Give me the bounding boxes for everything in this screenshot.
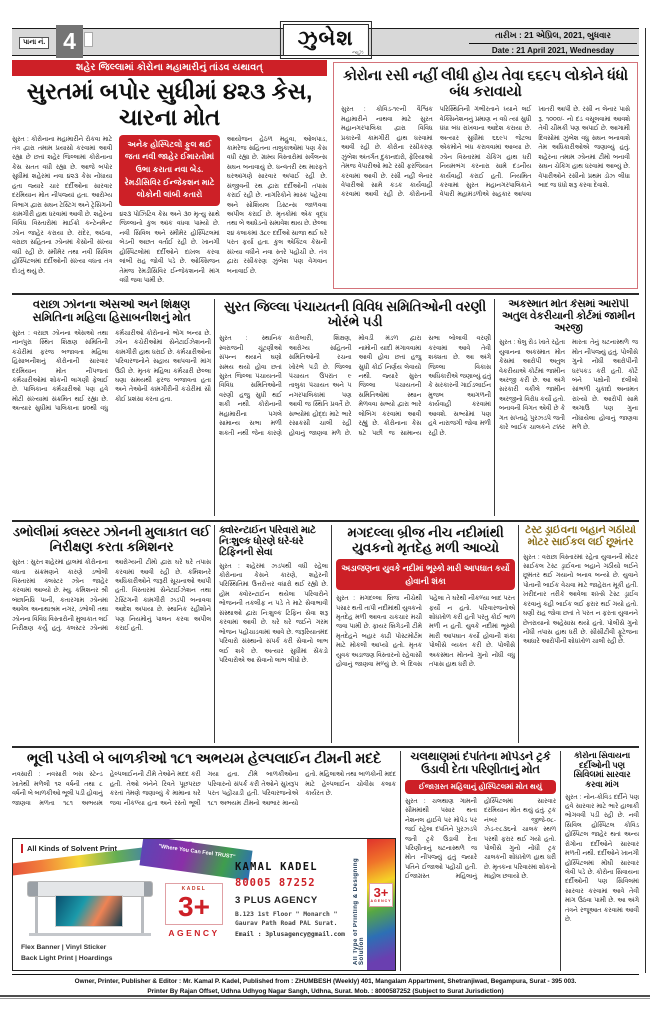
dabholi-headline: ડભોલીમાં ક્લસ્ટર ઝોનની મુલાકાત લઈ નિરીક્ષણ કરતા કમિશનર <box>12 525 211 554</box>
printer-leg-icon <box>35 897 38 935</box>
masthead-subtitle: ન્યૂઝ <box>352 50 364 56</box>
lead-kicker-banner: શહેર જિલ્લામાં કોરોના મહામારીનું તાંડવ યથાવત્ <box>12 60 327 76</box>
ad-phone-number: 80005 87252 <box>235 877 316 889</box>
panchayat-headline: સુરત જિલ્લા પંચાયતની વિવિધ સમિતિઓની વરણી ખોરંભે પડી <box>223 299 487 330</box>
ad-services <box>21 943 112 965</box>
printer-image <box>27 881 153 937</box>
ad-contact-block <box>235 861 359 938</box>
lead-body-column-3: આયોજન હેઠળ મહુવા, ઓલપાડ, કામરેજ સહિતના તાલુકાઓમાં પણ કેસ વધી રહ્યા છે. ગ્રામ્ય વિસ્તારોમાં સર્વેલન્સ સઘન બનાવાયું છે. ધન્વંતરી રથ મારફતે ઘરઆંગણે સારવાર અપાઈ રહી છે. સંજીવની રથ દ્વારા દર્દીઓની તપાસ કરાઈ રહી છે. નાગરિકોને માસ્ક પહેરવા અને સોશિયલ ડિસ્ટન્સ જાળવવા અપીલ કરાઈ છે. મૃતકોમાં એક વૃદ્ધ તથા બે આધેડનો સમાવેશ થાય છે. છેલ્લા ૨૪ કલાકમાં ૩૮૯ દર્દીઓ સાજા થઈ ઘરે પરત ફર્યા હતા. કુલ એક્ટિવ કેસની સંખ્યા વધીને નવા સ્તરે પહોંચી છે. તંત્ર દ્વારા રસીકરણ ઝુંબેશ પણ વેગવાન બનાવાઈ છે. <box>226 135 327 275</box>
lead-body <box>12 135 327 291</box>
page-number-label: પાના નં. <box>19 37 49 49</box>
column-rule <box>560 751 561 971</box>
tiffin-body: સુરત : શહેરમાં ઝડપથી વધી રહેલા કોરોનાના કેસને કારણે, શહેરની પરિસ્થિતિમાં ઉત્તરોત્તર વધારો થઈ રહ્યો છે. હોમ ક્વોરન્ટાઈન થયેલા પરિવારોને ભોજનની તકલીફ ન પડે તે માટે સેવાભાવી સંસ્થાઓ દ્વારા નિઃશુલ્ક ટિફિન સેવા શરૂ કરવામાં આવી છે. ઘરે ઘરે જઈને ગરમ ભોજન પહોંચાડવામાં આવે છે. જરૂરિયાતમંદ પરિવારો સંસ્થાનો સંપર્ક કરી સેવાનો લાભ લઈ શકે છે. અત્યાર સુધીમાં સેંકડો પરિવારોએ આ સેવાનો લાભ લીધો છે. <box>219 562 328 664</box>
bail-body: સુરત : ઘેલુ રોડ ખાતે રહેતા યુવાનના અકસ્માત મોત કેસમાં આરોપી અતુલ વેકરીયાએ કોર્ટમાં જામીન અરજી કરી છે. આ અંગે સરકારી વકીલે જામીન અરજીનો વિરોધ કર્યો હતો. બનાવની વિગત એવી છે કે ગત સપ્તાહે પુરઝડપે જતી કારે બાઈક ચાલકને ટક્કર મારતા તેનું ઘટનાસ્થળે જ મોત નીપજ્યું હતું. પોલીસે ગુનો નોંધી આરોપીની ધરપકડ કરી હતી. કોર્ટે બંને પક્ષોની દલીલો સાંભળી ચુકાદો અનામત રાખ્યો છે. આરોપી સામે અગાઉ પણ ગુના નોંધાયેલા હોવાનું જાણવા મળે છે. <box>499 339 638 432</box>
article-panchayat-committees <box>219 299 491 516</box>
article-civil-hospital-demand <box>565 751 639 971</box>
article-tiffin-service <box>219 525 328 743</box>
article-varachha-death <box>12 299 211 516</box>
printer-poster-icon <box>55 895 123 927</box>
bike-body: સુરત : વરાછા વિસ્તારમાં રહેતા યુવાનની મોટર સાઈકલ ટેસ્ટ ડ્રાઈવના બહાને ગઠીયો લઈને છૂમંતર થઈ ગયાનો બનાવ બન્યો છે. યુવાને પોતાની બાઈક વેચવા માટે જાહેરાત મૂકી હતી. ખરીદનાર તરીકે આવેલા શખ્સે ટેસ્ટ ડ્રાઈવ કરવાનું કહી બાઈક લઈ ફરાર થઈ ગયો હતો. ઘણી રાહ જોવા છતાં તે પરત ન ફરતા યુવાનને છેતરાયાનો અહેસાસ થયો હતો. પોલીસે ગુનો નોંધી તપાસ હાથ ધરી છે. સીસીટીવી ફૂટેજના આધારે આરોપીની શોધખોળ ચાલી રહી છે. <box>523 553 638 646</box>
column-rule <box>214 299 215 516</box>
column-rule <box>518 525 519 743</box>
lead-body-column-1: સુરત : કોરોનાના મહામારીને રોકવા માટે તંત્ર દ્વારા તમામ પ્રયાસો કરવામાં આવી રહ્યા છે છતાં શહેર જિલ્લામાં કોરોનાના કેસ સતત વધી રહ્યા છે. આજે બપોર સુધીમાં શહેરમાં નવા ૪૨૩ કેસ નોંધાયા હતા જ્યારે ચાર દર્દીઓના સારવાર દરમિયાન મોત નીપજ્યાં હતા. આરોગ્ય વિભાગ દ્વારા સઘન ટેસ્ટિંગ અને ટ્રેસિંગની કામગીરી હાથ ધરવામાં આવી છે. શહેરના વિવિધ વિસ્તારોમાં માઈક્રો કન્ટેનમેન્ટ ઝોન જાહેર કરાયા છે. રાંદેર, અઠવા, વરાછા સહિતના ઝોનમાં કેસોની સંખ્યા વધી રહી છે. સ્મીમેર તથા નવી સિવિલ હોસ્પિટલમાં દર્દીઓની સંખ્યા વધતા તંત્ર દોડતું થયું છે. <box>12 135 113 275</box>
ad-email: Email : 3plusagency@gmail.com <box>235 930 345 938</box>
ad-services-line-1: Flex Banner | Vinyl Sticker <box>21 944 107 951</box>
lead-body-column-2-text: ૪૨૩ પોઝિટિવ કેસ અને ૩૦ મૃત્યુ સાથે જિલ્લાનો કુલ આંક વધવા પામ્યો છે. નવી સિવિલ અને સ્મીમેર હોસ્પિટલમાં બેડની અછત વર્તાઈ રહી છે. ખાનગી હોસ્પિટલોમાં દર્દીઓને દાખલ કરવા લાંબી રાહ જોવી પડે છે. ઓક્સિજન તેમજ રેમડીસિવિર ઈન્જેકશનની માંગ વધી જવા પામી છે. <box>119 211 220 285</box>
article-lead <box>12 60 327 290</box>
printer-leg-icon <box>141 897 144 935</box>
vaccine-body: સુરત : કોવિડ-૧૯ની વૈશ્વિક મહામારીને નાથવા માટે સુરત મહાનગરપાલિકા દ્વારા વિવિધ પ્રકારની કામગીરી હાથ ધરવામાં આવી રહી છે. કોરોના રસીકરણ ઝુંબેશ અંતર્ગત દુકાનદારો, ફેરિયાઓ તેમજ વેપારીઓ માટે રસી ફરજિયાત કરવામાં આવી છે. રસી નહીં લેનાર વેપારીઓ સામે કડક કાર્યવાહી કરવામાં આવી રહી છે. કોરોનાની પરિસ્થિતિની ગંભીરતાને ધ્યાને લઈ વેક્સિનેશનનું પ્રમાણ ન વધે ત્યાં સુધી ધંધા બંધ રાખવાના આદેશ કરાયા છે. અત્યાર સુધીમાં ૬૬૯૫ જેટલા એકમોને બંધ કરાવવામાં આવ્યા છે. ઝોન વિસ્તારમાં ચેકિંગ હાથ ધરી નિયમભંગ કરનારા સામે દંડનીય કાર્યવાહી કરાઈ હતી. નિયમિત કરવામાં સુરત મહાનગરપાલિકાને વેપારી મહામંડળોએ સહકાર આપવા ખાતરી આપી છે. રસી ન લેનાર પાસે રૂ. ૧૦૦૦/- નો દંડ વસૂલવામાં આવશે તેવી ચીમકી પણ અપાઈ છે. આગામી દિવસોમાં ઝુંબેશ વધુ સઘન બનાવાશે તેમ અધિકારીઓએ જણાવ્યું હતું. શહેરના તમામ ઝોનમાં ટીમો બનાવી સઘન ચેકિંગ હાથ ધરવામાં આવ્યું છે. વેપારીઓને રસીનો પ્રથમ ડોઝ લીધા બાદ જ ધંધો શરૂ કરવા દેવાશે. <box>341 106 630 199</box>
page-number: 4 <box>56 25 83 58</box>
logo-kadel-label: KADEL <box>181 886 207 892</box>
column-rule <box>214 525 215 743</box>
imprint-line-2: Printer By Rajan Offset, Udhna Udhyog Nagar Sangh, Udhna, Surat. Mob. : 8000587252 (Subject to Surat Jurisdiction) <box>147 987 504 995</box>
vaccine-headline: કોરોના રસી નહીં લીધી હોય તેવા ૬૬૯૫ લોકોને ધંધો બંધ કરાવાયો <box>343 68 628 101</box>
ad-address <box>235 910 359 929</box>
magdalla-headline: મગદલ્લા બ્રીજ નીચ નદીમાંથી યુવકનો મૃતદેહ મળી આવ્યો <box>347 525 504 556</box>
section-divider-1 <box>12 293 639 295</box>
article-magdalla-body-found <box>336 525 515 743</box>
article-bike-theft <box>523 525 638 743</box>
tiffin-headline: ક્વોરન્ટાઈન પરિવારો માટે નિઃશુલ્ક ધોરણે ઘરે-ઘરે ટિફિનની સેવા <box>219 525 316 559</box>
varachha-body: સુરત : વરાછા ઝોનના એસઓ તથા નાનપુરા સ્થિત શિક્ષણ સમિતિની કચેરીમાં ફરજ બજાવતા મહિલા હિસાબનીશનું કોરોનાની સારવાર દરમિયાન મોત નીપજતાં કર્મચારીઓમાં શોકની લાગણી ફેલાઈ છે. પાલિકાના કર્મચારીઓ પણ હવે મોટી સંખ્યામાં સંક્રમિત થઈ રહ્યા છે. અત્યાર સુધીમાં પાલિકાના ૪૦થી વધુ કર્મચારીઓ કોરોનાનો ભોગ બન્યા છે. ઝોન કચેરીઓમાં સેનેટાઈઝેશનની કામગીરી હાથ ધરાઈ છે. કર્મચારીઓના પરિવારજનોને સહાય આપવાની માંગ ઉઠી છે. મૃતક મહિલા કર્મચારી છેલ્લા ઘણા સમયથી ફરજ બજાવતા હતા અને તેઓની કામગીરીની કચેરીમાં સૌ કોઈ પ્રશંસા કરતા હતા. <box>12 329 211 413</box>
ad-vertical-tagline: All Type of Printing & Designing Solution <box>353 857 365 965</box>
page-edge-rule <box>645 28 647 973</box>
section-divider-3 <box>12 746 639 748</box>
article-abhayam-helpline <box>12 751 396 833</box>
column-rule <box>400 751 401 971</box>
mini-logo-agency-label: AGENCY <box>370 899 392 903</box>
date-english: Date : 21 April 2021, Wednesday <box>491 46 615 55</box>
lead-highlight-box: અનેક હોસ્પિટલો ફુલ થઈ જતા નવી જાહેર ઈમારતોમાં ઉભા કરાતા નવા બેડ. રેમડીસિવિર ઈન્જેકશન માટે લોકોની લાંબી કતારો <box>119 135 219 207</box>
lead-body-column-2 <box>119 135 219 291</box>
masthead-title <box>282 24 368 56</box>
column-rule <box>494 299 495 516</box>
magdalla-subhead-box: અડાજણના યુવકે નદીમાં ભૂસ્કો મારી આપઘાત કર્યો હોવાની શંકા <box>336 559 515 590</box>
masthead-bar <box>12 28 639 56</box>
logo-3plus-mark: 3+ <box>178 891 210 922</box>
ad-address-line-2: Gaurav Path Road PAL Surat. <box>235 920 338 928</box>
article-commissioner-visit <box>12 525 211 743</box>
magdalla-body: સુરત : મગદલ્લા બ્રિજ નીચેથી પસાર થતી તાપી નદીમાંથી યુવકનો મૃતદેહ મળી આવતા ચકચાર મચી જવા પામી છે. ફાયર બ્રિગેડની ટીમે મૃતદેહને બહાર કાઢી પોસ્ટમોર્ટમ માટે મોકલી આપ્યો હતો. મૃતક યુવક અડાજણ વિસ્તારનો રહેવાસી હોવાનું જાણવા મળ્યું છે. બે દિવસ પહેલા તે ઘરેથી નીકળ્યા બાદ પરત ફર્યો ન હતો. પરિવારજનોએ શોધખોળ કરી હતી પરંતુ કોઈ ભાળ મળી ન હતી. યુવકે નદીમાં ભૂસ્કો મારી આપઘાત કર્યો હોવાની શંકા પોલીસે વ્યક્ત કરી છે. પોલીસે અકસ્માત મોતનો ગુનો નોંધી વધુ તપાસ હાથ ધરી છે. <box>336 595 515 669</box>
ad-contact-name: KAMAL KADEL <box>235 861 318 873</box>
ad-tagline: All Kinds of Solvent Print <box>21 844 117 853</box>
civil-headline: કોરોના સિવાયના દર્દીઓની પણ સિવિલમાં સારવાર કરવા માંગ <box>573 751 631 789</box>
masthead-text: ઝુબેશ <box>297 27 354 50</box>
mini-logo-3plus-mark: 3+ <box>373 885 389 900</box>
date-gujarati: તારીખ : 21 એપ્રિલ, 2021, બુધવાર <box>469 27 637 44</box>
ad-services-line-2: Back Light Print | Hoardings <box>21 954 113 962</box>
panchayat-body: સુરત : સ્થાનિક સ્વરાજની ચૂંટણીઓ સંપન્ન થયાને ઘણો સમય થયો હોવા છતાં સુરત જિલ્લા પંચાયતની વિવિધ સમિતિઓની વરણી હજુ સુધી થઈ શકી નથી. કોરોનાની મહામારીના પગલે સામાન્ય સભા મળી શકતી નથી જેના કારણે કારોબારી, શિક્ષણ, આરોગ્ય સહિતની સમિતિઓની રચના ખોરંભે પડી છે. જિલ્લા પંચાયત ઉપરાંત ૯ તાલુકા પંચાયત અને ૫ નગરપાલિકામાં પણ આવી જ સ્થિતિ પ્રવર્તે છે. સભ્યોમાં હોદ્દા માટે ભારે રસાકસી ચાલી રહી હોવાનું જાણવા મળે છે. મોવડી મંડળ દ્વારા નામોની યાદી મંગાવવામાં આવી હોવા છતાં હજુ સુધી કોઈ નિર્ણય લેવાયો નથી. જ્યારે સુરત જિલ્લા પંચાયતની સમિતિઓમાં સ્થાન મેળવવા સભ્યો દ્વારા ભારે લોબિંગ કરવામાં આવી રહ્યું છે. કોરોનાના કેસ ઘટે પછી જ સામાન્ય સભા બોલાવી વરણી કરવામાં આવે તેવી શક્યતા છે. આ અંગે જિલ્લા વિકાસ અધિકારીએ જણાવ્યું હતું કે સરકારની ગાઈડલાઈન મુજબ આગળની કાર્યવાહી કરવામાં આવશે. સભ્યોમાં પણ હવે નારાજગી જોવા મળી રહી છે. <box>219 335 491 437</box>
ad-agency-name: 3 PLUS AGENCY <box>235 895 318 906</box>
helpline-body: નવસારી : નવસારી બસ સ્ટેન્ડ ખાતેથી મળેલી ૧૨ વર્ષની તથા ૮ વર્ષની બે બાળકીઓ ભૂલી પડી હોવાનું જાણવા મળતા ૧૮૧ અભયમ હેલ્પલાઈનની ટીમે તેઓને મદદ કરી હતી. તેઓ બંનેને રિવતે પૂછપરછ કરતાં તેમણે જણાવ્યું કે મામાના ઘરે જવા નીકળ્યા હતા અને રસ્તો ભૂલી ગયા હતા. ટીમે બાળકીઓના પરિવારનો સંપર્ક કરી તેઓને સુખરૂપ પરત પહોંચાડી હતી. પરિવારજનોએ ૧૮૧ અભયમ ટીમનો આભાર માન્યો હતો. મહિલાઓ તથા બાળકોની મદદ માટે હેલ્પલાઈન ચોવીસ કલાક કાર્યરત છે. <box>12 771 396 807</box>
3plus-mini-logo <box>369 883 393 907</box>
bail-headline: અકસ્માત મોત કેસમાં આરોપી અતુલ વેકરીયાની કોર્ટમાં જામીન અરજી <box>501 299 636 334</box>
article-chalthan-accident <box>405 751 556 971</box>
date-block <box>469 27 637 55</box>
civil-body: સુરત : નોન-કોવિડ દર્દીને પણ હવે સારવાર માટે ભારે હાલાકી ભોગવવી પડી રહી છે. નવી સિવિલ હોસ્પિટલ કોવિડ હોસ્પિટલ જાહેર થતાં અન્ય રોગોના દર્દીઓને સારવાર મળતી નથી. દર્દીઓને ખાનગી હોસ્પિટલમાં મોંઘી સારવાર લેવી પડે છે. કોરોના સિવાયના દર્દીઓની પણ સિવિલમાં સારવાર કરવામાં આવે તેવી માંગ ઉઠવા પામી છે. આ અંગે તંત્રને રજૂઆત કરવામાં આવી છે. <box>565 793 639 924</box>
article-bail-application <box>499 299 638 516</box>
dabholi-body: સુરત : સુરત શહેરમાં હાલમાં કોરોનાના વધતા સંક્રમણને કારણે ડભોલી વિસ્તારમાં ક્લસ્ટર ઝોન જાહેર કરવામાં આવ્યો છે. મ્યુ. કમિશનર શ્રી બંછાનિધિ પાની, કતારગામ ઝોનમાં આવેલ અનાથાશ્રમ નગર, ડભોલી તથા ઝોનના વિવિધ વિસ્તારોની મુલાકાત લઈ નિરીક્ષણ કર્યું હતું. ક્લસ્ટર ઝોનમાં આરોગ્યની ટીમો દ્વારા ઘરે ઘરે તપાસ કરવામાં આવી રહી છે. કમિશનરે અધિકારીઓને જરૂરી સૂચનાઓ આપી હતી. વિસ્તારમાં સેનેટાઈઝેશન તથા ટેસ્ટિંગની કામગીરી ઝડપી બનાવવા આદેશ અપાયા છે. સ્થાનિક રહીશોને પણ નિયમોનું પાલન કરવા અપીલ કરાઈ હતી. <box>12 559 211 633</box>
helpline-headline: ભૂલી પડેલી બે બાળકીઓ ૧૮૧ અભયમ હેલ્પલાઈન ટીમની મદદે <box>26 751 382 767</box>
article-vaccine-closure <box>333 62 638 289</box>
chalthan-headline: ચલથાણમાં દંપતિના મોપેડને ટ્રકે ઉડાવી દેતા પરિણીતાનું મોત <box>410 751 551 776</box>
trust-ribbon: "Where You Can Feel TRUST" <box>139 838 252 881</box>
ad-address-line-1: B.123 1st Floor " Monarch " <box>235 911 338 918</box>
bottom-rule <box>0 995 650 999</box>
bike-headline: ટેસ્ટ ડ્રાઈવના બહાને ગઠીયો મોટર સાઈકલ લઈ છૂમંતર <box>525 525 636 548</box>
imprint-footer <box>12 974 639 996</box>
column-rule <box>331 525 332 743</box>
logo-agency-label: AGENCY <box>168 928 220 939</box>
advertisement-3plus-agency <box>12 838 396 971</box>
chalthan-body: સુરત : ચલથાણ ગામની સીમમાંથી પસાર થતા નેશનલ હાઈવે પર મોપેડ પર જઈ રહેલા દંપતિને પુરઝડપે જતી ટ્રકે ઉડાવી દેતા પરિણીતાનું ઘટનાસ્થળે જ મોત નીપજ્યું હતું જ્યારે પતિને ઈજાઓ પહોંચી હતી. ઈજાગ્રસ્ત મહિલાનું હોસ્પિટલમાં સારવાર દરમિયાન મોત થયું હતું. ટ્રક નંબર જીજે-૦૮-ઝેડ-૯૮૩૬નો ચાલક સ્થળ પરથી ફરાર થઈ ગયો હતો. પોલીસે ગુનો નોંધી ટ્રક ચાલકની શોધખોળ હાથ ધરી છે. મૃતકના પરિવારમાં શોકનો માહોલ છવાયો છે. <box>405 797 556 881</box>
imprint-line-1: Owner, Printer, Publisher & Editor : Mr. Kamal P. Kadel, Published from : ZHUMBESH (Weekly) 401, Mangalam Appartment, Shetranjiwad, Begampura, Surat - 395 003. <box>74 978 577 985</box>
3plus-agency-logo <box>165 883 223 938</box>
lead-headline: સુરતમાં બપોર સુધીમાં ૪૨૩ કેસ, ચારના મોત <box>26 78 313 130</box>
page-number-decoration <box>84 32 93 47</box>
section-divider-2 <box>12 520 639 522</box>
logo-frame <box>165 883 223 925</box>
printer-base-icon <box>29 933 151 936</box>
chalthan-subhead-box: ઈજાગ્રસ્ત મહિલાનું હોસ્પિટલમાં મોત થયું <box>405 780 556 794</box>
varachha-headline: વરાછા ઝોનના એસઓ અને શિક્ષણ સમિતિના મહિલા હિસાબનીશનું મોત <box>32 299 191 324</box>
